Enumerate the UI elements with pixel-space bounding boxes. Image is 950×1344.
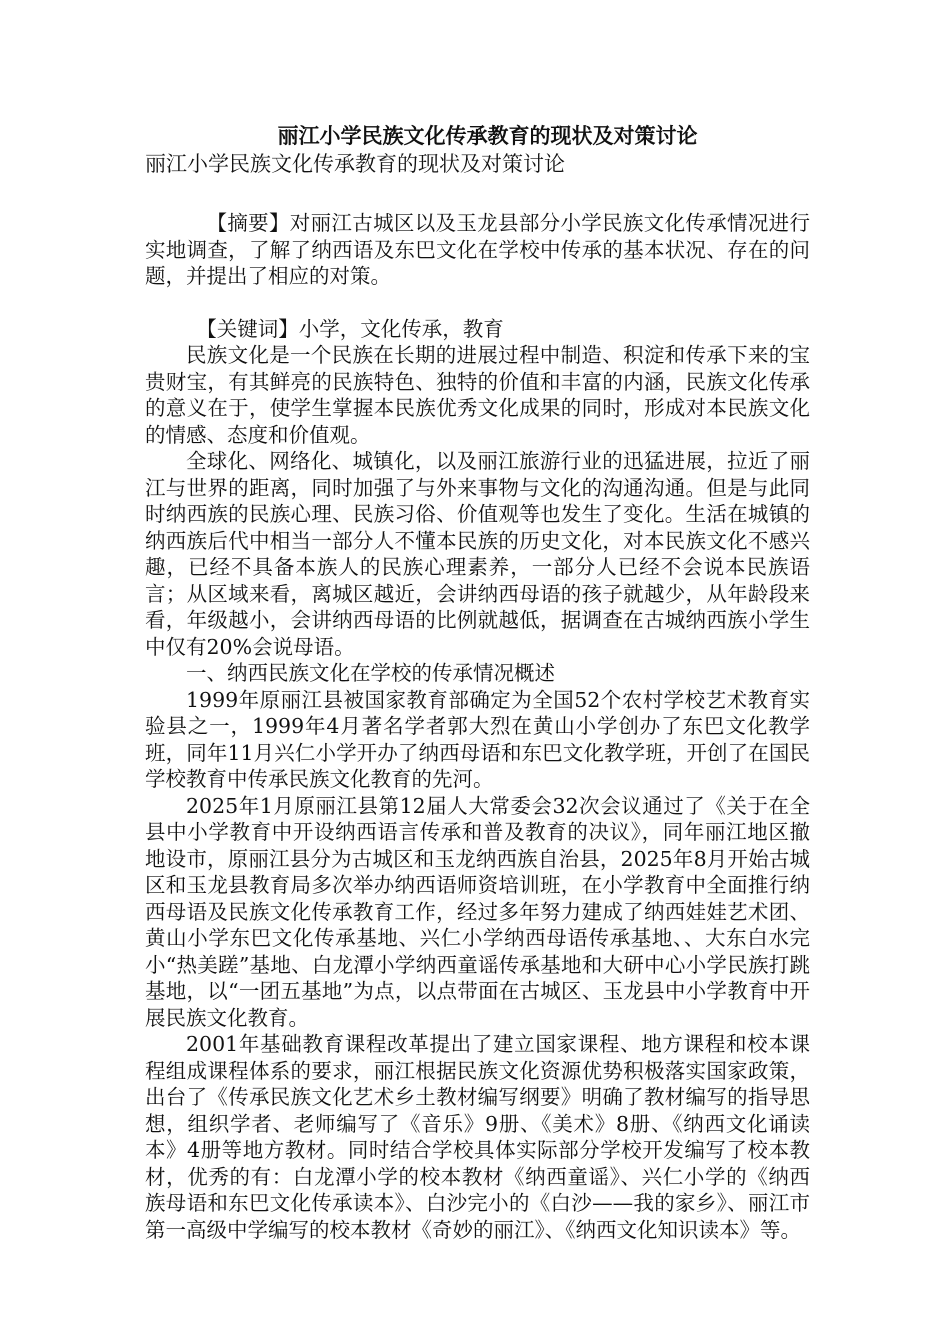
body-paragraph: 1999年原丽江县被国家教育部确定为全国52个农村学校艺术教育实验县之一，1999年4月著名学者郭大烈在黄山小学创办了东巴文化教学班，同年11月兴仁小学开办了纳西母语和东巴文化教学班，开创了在国民学校教育中传承民族文化教育的先河。 — [145, 687, 810, 791]
section-heading: 一、纳西民族文化在学校的传承情况概述 — [186, 661, 555, 685]
document-page — [145, 122, 810, 1243]
body-paragraph: 民族文化是一个民族在长期的进展过程中制造、积淀和传承下来的宝贵财宝，有其鲜亮的民族特色、独特的价值和丰富的内涵，民族文化传承的意义在于，使学生掌握本民族优秀文化成果的同时，形成对本民族文化的情感、态度和价值观。 — [145, 343, 810, 447]
body-paragraph: 2001年基础教育课程改革提出了建立国家课程、地方课程和校本课程组成课程体系的要求，丽江根据民族文化资源优势积极落实国家政策，出台了《传承民族文化艺术乡土教材编写纲要》明确了教材编写的指导思想，组织学者、老师编写了《音乐》9册、《美术》8册、《纳西文化诵读本》4册等地方教材。同时结合学校具体实际部分学校开发编写了校本教材，优秀的有：白龙潭小学的校本教材《纳西童谣》、兴仁小学的《纳西族母语和东巴文化传承读本》、白沙完小的《白沙——我的家乡》、丽江市第一高级中学编写的校本教材《奇妙的丽江》、《纳西文化知识读本》等。 — [145, 1032, 810, 1242]
body-paragraph: 2025年1月原丽江县第12届人大常委会32次会议通过了《关于在全县中小学教育中开设纳西语言传承和普及教育的决议》，同年丽江地区撤地设市，原丽江县分为古城区和玉龙纳西族自治县，2025年8月开始古城区和玉龙县教育局多次举办纳西语师资培训班，在小学教育中全面推行纳西母语及民族文化传承教育工作，经过多年努力建成了纳西娃娃艺术团、黄山小学东巴文化传承基地、兴仁小学纳西母语传承基地、、大东白水完小“热美蹉”基地、白龙潭小学纳西童谣传承基地和大研中心小学民族打跳基地，以“一团五基地”为点，以点带面在古城区、玉龙县中小学教育中开展民族文化教育。 — [145, 793, 810, 1030]
body-paragraph: 全球化、网络化、城镇化，以及丽江旅游行业的迅猛进展，拉近了丽江与世界的距离，同时加强了与外来事物与文化的沟通沟通。但是与此同时纳西族的民族心理、民族习俗、价值观等也发生了变化。生活在城镇的纳西族后代中相当一部分人不懂本民族的历史文化，对本民族文化不感兴趣，已经不具备本族人的民族心理素养，一部分人已经不会说本民族语言；从区域来看，离城区越近，会讲纳西母语的孩子就越少，从年龄段来看，年级越小，会讲纳西母语的比例就越低，据调查在古城纳西族小学生中仅有20%会说母语。 — [145, 449, 810, 659]
document-subtitle: 丽江小学民族文化传承教育的现状及对策讨论 — [145, 152, 565, 176]
abstract-paragraph: 【摘要】对丽江古城区以及玉龙县部分小学民族文化传承情况进行实地调查，了解了纳西语及东巴文化在学校中传承的基本状况、存在的问题，并提出了相应的对策。 — [145, 211, 810, 288]
document-title: 丽江小学民族文化传承教育的现状及对策讨论 — [277, 123, 698, 148]
keywords-paragraph: 【关键词】小学，文化传承，教育 — [196, 316, 504, 341]
